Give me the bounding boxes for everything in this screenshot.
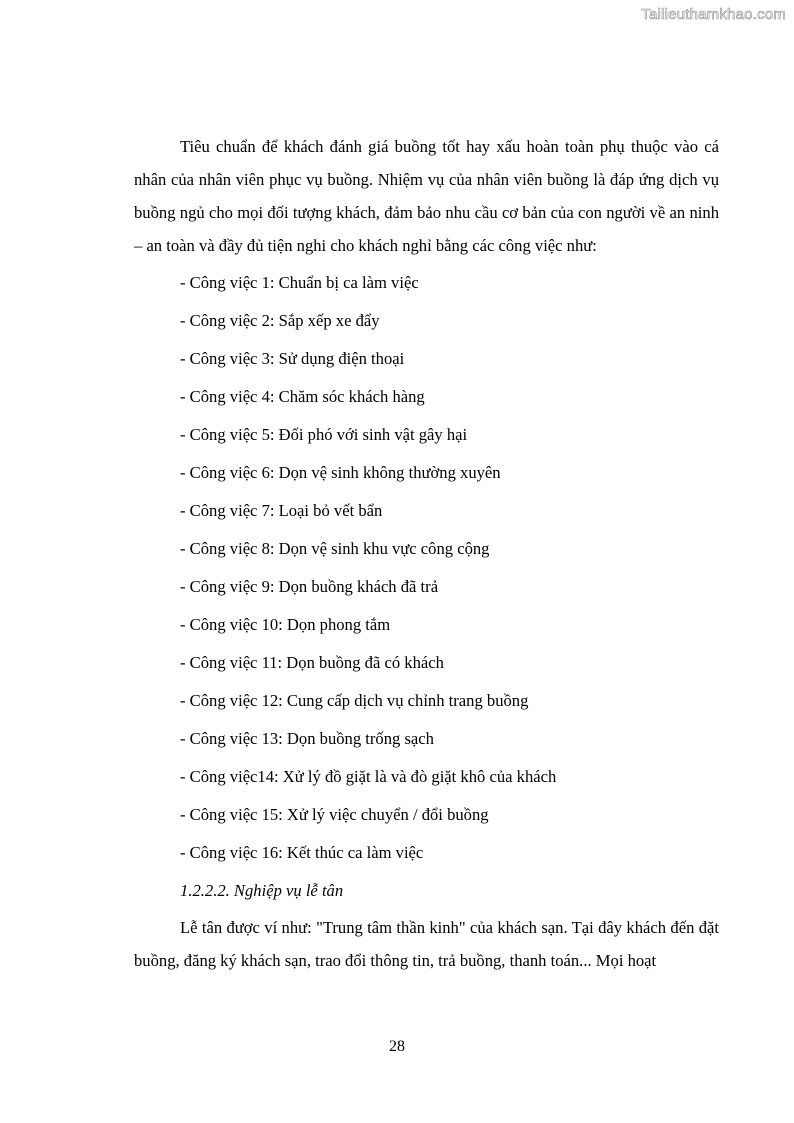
task-item-10: - Công việc 10: Dọn phong tắm	[180, 615, 391, 634]
task-item-16: - Công việc 16: Kết thúc ca làm việc	[180, 843, 424, 862]
task-item-3: - Công việc 3: Sử dụng điện thoại	[180, 349, 405, 368]
task-item-12: - Công việc 12: Cung cấp dịch vụ chỉnh trang buồng	[180, 691, 529, 710]
task-list	[134, 264, 719, 872]
watermark-text: Tailieuthamkhao.com	[641, 6, 786, 23]
task-item-7: - Công việc 7: Loại bỏ vết bẩn	[180, 501, 383, 520]
task-item-8: - Công việc 8: Dọn vệ sinh khu vực công cộng	[180, 539, 490, 558]
task-item-15: - Công việc 15: Xử lý việc chuyển / đổi buồng	[180, 805, 489, 824]
document-body	[134, 130, 719, 977]
page-number: 28	[389, 1038, 405, 1055]
task-item-5: - Công việc 5: Đối phó với sinh vật gây hại	[180, 425, 468, 444]
task-item-11: - Công việc 11: Dọn buồng đã có khách	[180, 653, 444, 672]
task-item-14: - Công việc14: Xử lý đồ giặt là và đò giặt khô của khách	[180, 767, 557, 786]
task-item-6: - Công việc 6: Dọn vệ sinh không thường xuyên	[180, 463, 501, 482]
task-item-2: - Công việc 2: Sắp xếp xe đẩy	[180, 311, 380, 330]
intro-paragraph: Tiêu chuẩn để khách đánh giá buồng tốt hay xấu hoàn toàn phụ thuộc vào cá nhân của nhân viên phục vụ buồng. Nhiệm vụ của nhân viên buồng là đáp ứng dịch vụ buồng ngủ cho mọi đối tượng khách, đảm bảo nhu cầu cơ bản của con người về an ninh – an toàn và đầy đủ tiện nghi cho khách nghỉ bằng các công việc như:	[134, 137, 719, 255]
task-item-13: - Công việc 13: Dọn buồng trống sạch	[180, 729, 434, 748]
section-heading: 1.2.2.2. Nghiệp vụ lễ tân	[180, 881, 344, 900]
task-item-4: - Công việc 4: Chăm sóc khách hàng	[180, 387, 425, 406]
task-item-1: - Công việc 1: Chuẩn bị ca làm việc	[180, 273, 419, 292]
task-item-9: - Công việc 9: Dọn buồng khách đã trả	[180, 577, 439, 596]
reception-paragraph: Lễ tân được ví như: "Trung tâm thần kinh" của khách sạn. Tại đây khách đến đặt buồng, đăng ký khách sạn, trao đổi thông tin, trả buồng, thanh toán... Mọi hoạt	[134, 918, 719, 970]
